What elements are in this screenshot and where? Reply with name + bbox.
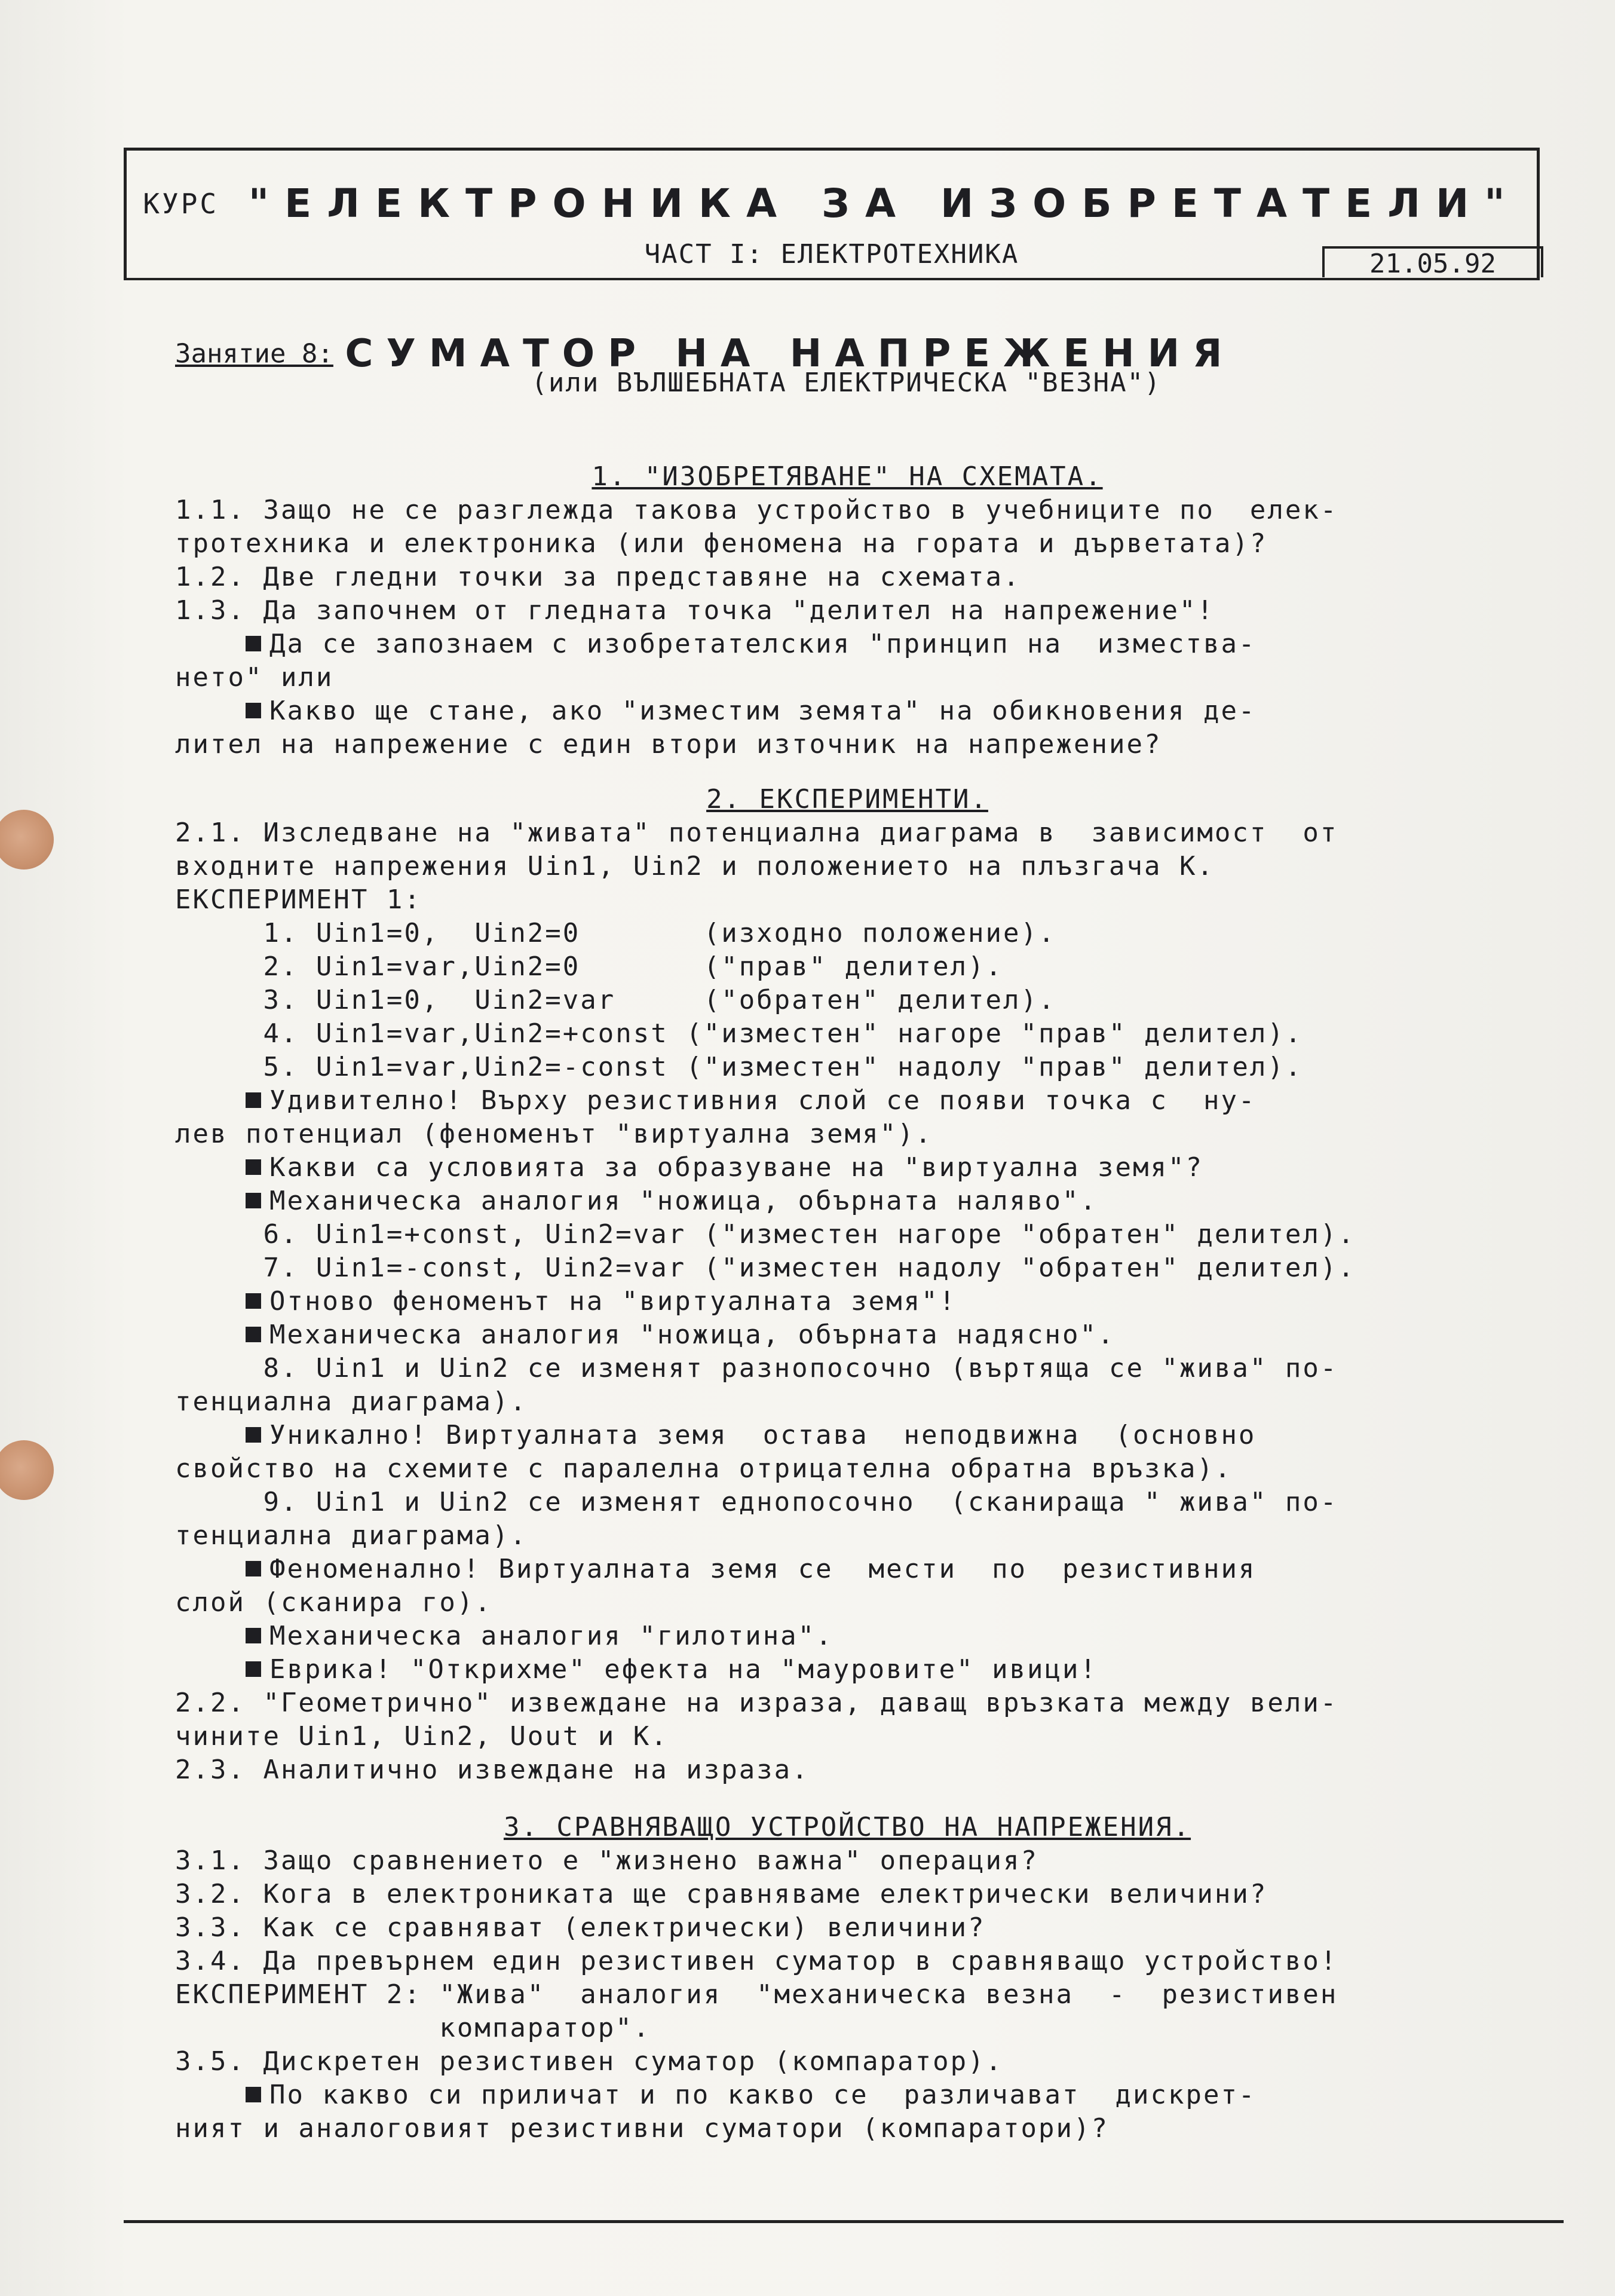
text-line bbox=[175, 2078, 1519, 2112]
bullet-square-icon bbox=[246, 2087, 261, 2102]
text-line-content: Отново феноменът на "виртуалната земя"! bbox=[269, 1286, 957, 1317]
text-line bbox=[175, 1553, 1519, 1586]
text-line-content: Механическа аналогия "ножица, обърната наляво". bbox=[269, 1186, 1098, 1216]
section-heading: 3. СРАВНЯВАЩО УСТРОЙСТВО НА НАПРЕЖЕНИЯ. bbox=[503, 1812, 1191, 1842]
text-line bbox=[175, 1151, 1519, 1184]
text-line-content: Еврика! "Открихме" ефекта на "мауровите" ивици! bbox=[269, 1654, 1098, 1685]
bullet-square-icon bbox=[246, 1628, 261, 1643]
footer-rule bbox=[124, 2220, 1564, 2223]
text-line: свойство на схемите с паралелна отрицателна обратна връзка). bbox=[175, 1453, 1233, 1484]
text-line: 3.2. Кога в електрониката ще сравняваме електрически величини? bbox=[175, 1879, 1268, 1909]
lesson-label: Занятие 8: bbox=[175, 338, 333, 369]
text-line: 8. Uin1 и Uin2 се изменят разнопосочно (въртяща се "жива" по- bbox=[175, 1353, 1338, 1383]
bullet-square-icon bbox=[246, 1193, 261, 1208]
text-line-content: Удивително! Върху резистивния слой се появи точка с ну- bbox=[269, 1085, 1257, 1116]
course-part: ЧАСТ I: ЕЛЕКТРОТЕХНИКА bbox=[644, 239, 1019, 270]
text-line: тенциална диаграма). bbox=[175, 1520, 528, 1551]
text-line: слой (сканира го). bbox=[175, 1587, 492, 1618]
text-line bbox=[175, 1184, 1519, 1218]
bullet-square-icon bbox=[246, 1561, 261, 1576]
text-line: 3.4. Да превърнем един резистивен суматор в сравняващо устройство! bbox=[175, 1946, 1338, 1976]
text-line bbox=[175, 1620, 1519, 1653]
text-line-content: Механическа аналогия "гилотина". bbox=[269, 1621, 833, 1651]
text-line-content: По какво си приличат и по какво се различават дискрет- bbox=[269, 2080, 1257, 2110]
text-line: 3.1. Защо сравнението е "жизнено важна" операция? bbox=[175, 1845, 1039, 1876]
document-body bbox=[175, 460, 1519, 2145]
text-line: компаратор". bbox=[175, 2013, 651, 2043]
header-title bbox=[127, 180, 1537, 226]
text-line: ЕКСПЕРИМЕНТ 2: "Жива" аналогия "механическа везна - резистивен bbox=[175, 1979, 1338, 2010]
text-line-content: Какви са условията за образуване на "виртуална земя"? bbox=[269, 1152, 1203, 1183]
bullet-square-icon bbox=[246, 703, 261, 718]
text-line: 6. Uin1=+const, Uin2=var ("изместен нагоре "обратен" делител). bbox=[175, 1219, 1356, 1250]
course-name: "ЕЛЕКТРОНИКА ЗА ИЗОБРЕТАТЕЛИ" bbox=[248, 180, 1521, 226]
text-line: 2.1. Изследване на "живата" потенциална диаграма в зависимост от bbox=[175, 818, 1338, 848]
text-line: 2.3. Аналитично извеждане на израза. bbox=[175, 1755, 810, 1785]
text-line: 1.2. Две гледни точки за представяне на схемата. bbox=[175, 562, 1021, 592]
text-line: 9. Uin1 и Uin2 се изменят еднопосочно (сканираща " жива" по- bbox=[175, 1487, 1338, 1517]
section-heading: 1. "ИЗОБРЕТЯВАНЕ" НА СХЕМАТА. bbox=[592, 461, 1103, 492]
text-line: ЕКСПЕРИМЕНТ 1: bbox=[175, 884, 422, 915]
text-line: 2.2. "Геометрично" извеждане на израза, даващ връзката между вели- bbox=[175, 1688, 1338, 1718]
section-heading: 2. ЕКСПЕРИМЕНТИ. bbox=[706, 784, 988, 815]
text-line-content: Уникално! Виртуалната земя остава неподвижна (основно bbox=[269, 1420, 1257, 1450]
bullet-square-icon bbox=[246, 1661, 261, 1677]
text-line: 1.1. Защо не се разглежда такова устройство в учебниците по елек- bbox=[175, 495, 1338, 525]
text-line bbox=[175, 1318, 1519, 1352]
text-line: лев потенциал (феноменът "виртуална земя"). bbox=[175, 1119, 933, 1149]
text-line: 3.3. Как се сравняват (електрически) величини? bbox=[175, 1912, 986, 1943]
text-line: 2. Uin1=var,Uin2=0 ("прав" делител). bbox=[175, 951, 1004, 982]
text-line: 3. Uin1=0, Uin2=var ("обратен" делител). bbox=[175, 985, 1056, 1015]
lesson-title: СУМАТОР НА НАПРЕЖЕНИЯ bbox=[345, 332, 1236, 376]
bullet-square-icon bbox=[246, 1159, 261, 1175]
text-line: 1.3. Да започнем от гледната точка "делител на напрежение"! bbox=[175, 595, 1215, 626]
text-line-content: Механическа аналогия "ножица, обърната надясно". bbox=[269, 1320, 1116, 1350]
bullet-square-icon bbox=[246, 1293, 261, 1309]
text-line bbox=[175, 694, 1519, 728]
text-line: 7. Uin1=-const, Uin2=var ("изместен надолу "обратен" делител). bbox=[175, 1253, 1356, 1283]
lesson-subtitle: (или ВЪЛШЕБНАТА ЕЛЕКТРИЧЕСКА "ВЕЗНА") bbox=[531, 368, 1162, 398]
text-line-content: Да се запознаем с изобретателския "принцип на измества- bbox=[269, 629, 1257, 659]
bullet-square-icon bbox=[246, 1092, 261, 1108]
bullet-square-icon bbox=[246, 636, 261, 651]
bullet-square-icon bbox=[246, 1327, 261, 1342]
text-line bbox=[175, 1419, 1519, 1452]
text-line: чините Uin1, Uin2, Uout и К. bbox=[175, 1721, 669, 1752]
text-line bbox=[175, 1653, 1519, 1686]
text-line bbox=[175, 627, 1519, 661]
text-line-content: Феноменално! Виртуалната земя се мести по резистивния bbox=[269, 1554, 1257, 1584]
text-line: 3.5. Дискретен резистивен суматор (компаратор). bbox=[175, 2046, 1004, 2077]
text-line bbox=[175, 1084, 1519, 1118]
course-prefix: КУРС bbox=[143, 187, 219, 220]
text-line: тротехника и електроника (или феномена на гората и дърветата)? bbox=[175, 528, 1268, 559]
text-line: лител на напрежение с един втори източник на напрежение? bbox=[175, 729, 1162, 760]
text-line: 4. Uin1=var,Uin2=+const ("изместен" нагоре "прав" делител). bbox=[175, 1018, 1303, 1049]
date: 21.05.92 bbox=[1322, 246, 1543, 277]
text-line: 5. Uin1=var,Uin2=-const ("изместен" надолу "прав" делител). bbox=[175, 1052, 1303, 1082]
text-line: ният и аналоговият резистивни суматори (компаратори)? bbox=[175, 2113, 1109, 2144]
text-line: 1. Uin1=0, Uin2=0 (изходно положение). bbox=[175, 918, 1056, 948]
text-line: входните напрежения Uin1, Uin2 и положението на плъзгача К. bbox=[175, 851, 1215, 881]
bullet-square-icon bbox=[246, 1427, 261, 1443]
text-line bbox=[175, 1285, 1519, 1318]
text-line: тенциална диаграма). bbox=[175, 1386, 528, 1417]
header-rule bbox=[124, 278, 1540, 280]
text-line: нето" или bbox=[175, 662, 334, 693]
text-line-content: Какво ще стане, ако "изместим земята" на обикновения де- bbox=[269, 696, 1257, 726]
